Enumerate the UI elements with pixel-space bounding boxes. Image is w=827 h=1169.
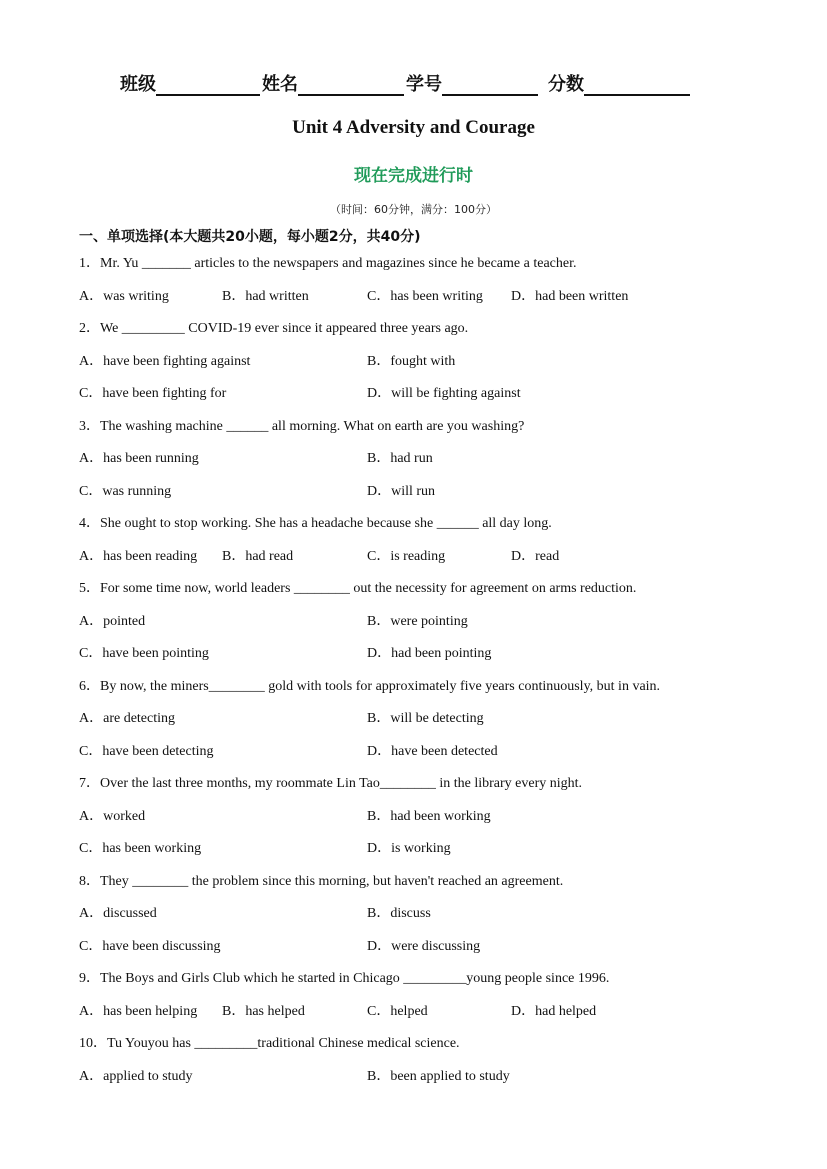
option-b: B．had written	[222, 289, 309, 304]
option-a: A．worked	[79, 809, 146, 824]
question-stem: 6．By now, the miners________ gold with tools for approximately five years continuously, but in vain.	[79, 679, 661, 694]
student-info-header	[120, 74, 720, 96]
option-c: C．has been writing	[367, 289, 483, 304]
question-stem: 2．We _________ COVID-19 ever since it appeared three years ago.	[79, 321, 469, 336]
class-blank	[156, 74, 260, 96]
option-b: B．been applied to study	[367, 1069, 510, 1084]
option-d: D．will be fighting against	[367, 386, 521, 401]
option-b: B．discuss	[367, 906, 431, 921]
option-c: C．is reading	[367, 549, 446, 564]
option-b: B．had read	[222, 549, 294, 564]
option-c: C．has been working	[79, 841, 202, 856]
option-d: D．had been pointing	[367, 646, 492, 661]
option-d: D．had helped	[511, 1004, 597, 1019]
score-label: 分数	[548, 74, 584, 95]
section-heading: 一、单项选择(本大题共20小题，每小题2分，共40分)	[79, 229, 421, 245]
student-id-label: 学号	[406, 74, 442, 95]
option-b: B．had run	[367, 451, 433, 466]
option-a: A．have been fighting against	[79, 354, 251, 369]
option-a: A．has been running	[79, 451, 199, 466]
option-a: A．applied to study	[79, 1069, 193, 1084]
option-c: C．have been detecting	[79, 744, 214, 759]
question-stem: 9．The Boys and Girls Club which he started in Chicago _________young people since 1996.	[79, 971, 610, 986]
question-stem: 8．They ________ the problem since this morning, but haven't reached an agreement.	[79, 874, 564, 889]
question-stem: 10．Tu Youyou has _________traditional Chinese medical science.	[79, 1036, 460, 1051]
option-b: B．were pointing	[367, 614, 468, 629]
question-stem: 4．She ought to stop working. She has a headache because she ______ all day long.	[79, 516, 552, 531]
question-stem: 1．Mr. Yu _______ articles to the newspapers and magazines since he became a teacher.	[79, 256, 577, 271]
question-stem: 5．For some time now, world leaders ________ out the necessity for agreement on arms reduction.	[79, 581, 637, 596]
option-c: C．have been pointing	[79, 646, 209, 661]
score-blank	[584, 74, 690, 96]
option-a: A．discussed	[79, 906, 157, 921]
option-a: A．has been reading	[79, 549, 198, 564]
option-b: B．fought with	[367, 354, 456, 369]
option-d: D．is working	[367, 841, 451, 856]
class-label: 班级	[120, 74, 156, 95]
question-stem: 3．The washing machine ______ all morning. What on earth are you washing?	[79, 419, 525, 434]
question-stem: 7．Over the last three months, my roommate Lin Tao________ in the library every night.	[79, 776, 583, 791]
name-blank	[298, 74, 404, 96]
option-a: A．was writing	[79, 289, 169, 304]
option-c: C．was running	[79, 484, 172, 499]
time-note: （时间：60分钟，满分：100分）	[330, 203, 497, 216]
option-c: C．have been fighting for	[79, 386, 227, 401]
option-a: A．pointed	[79, 614, 146, 629]
option-b: B．will be detecting	[367, 711, 484, 726]
option-b: B．has helped	[222, 1004, 305, 1019]
page-title: Unit 4 Adversity and Courage	[292, 117, 535, 138]
option-a: A．are detecting	[79, 711, 176, 726]
option-d: D．will run	[367, 484, 436, 499]
option-d: D．were discussing	[367, 939, 481, 954]
option-c: C．have been discussing	[79, 939, 221, 954]
option-d: D．read	[511, 549, 560, 564]
page-subtitle: 现在完成进行时	[354, 166, 473, 186]
option-c: C．helped	[367, 1004, 428, 1019]
name-label: 姓名	[262, 74, 298, 95]
option-d: D．have been detected	[367, 744, 498, 759]
option-b: B．had been working	[367, 809, 491, 824]
student-id-blank	[442, 74, 538, 96]
option-a: A．has been helping	[79, 1004, 198, 1019]
option-d: D．had been written	[511, 289, 629, 304]
